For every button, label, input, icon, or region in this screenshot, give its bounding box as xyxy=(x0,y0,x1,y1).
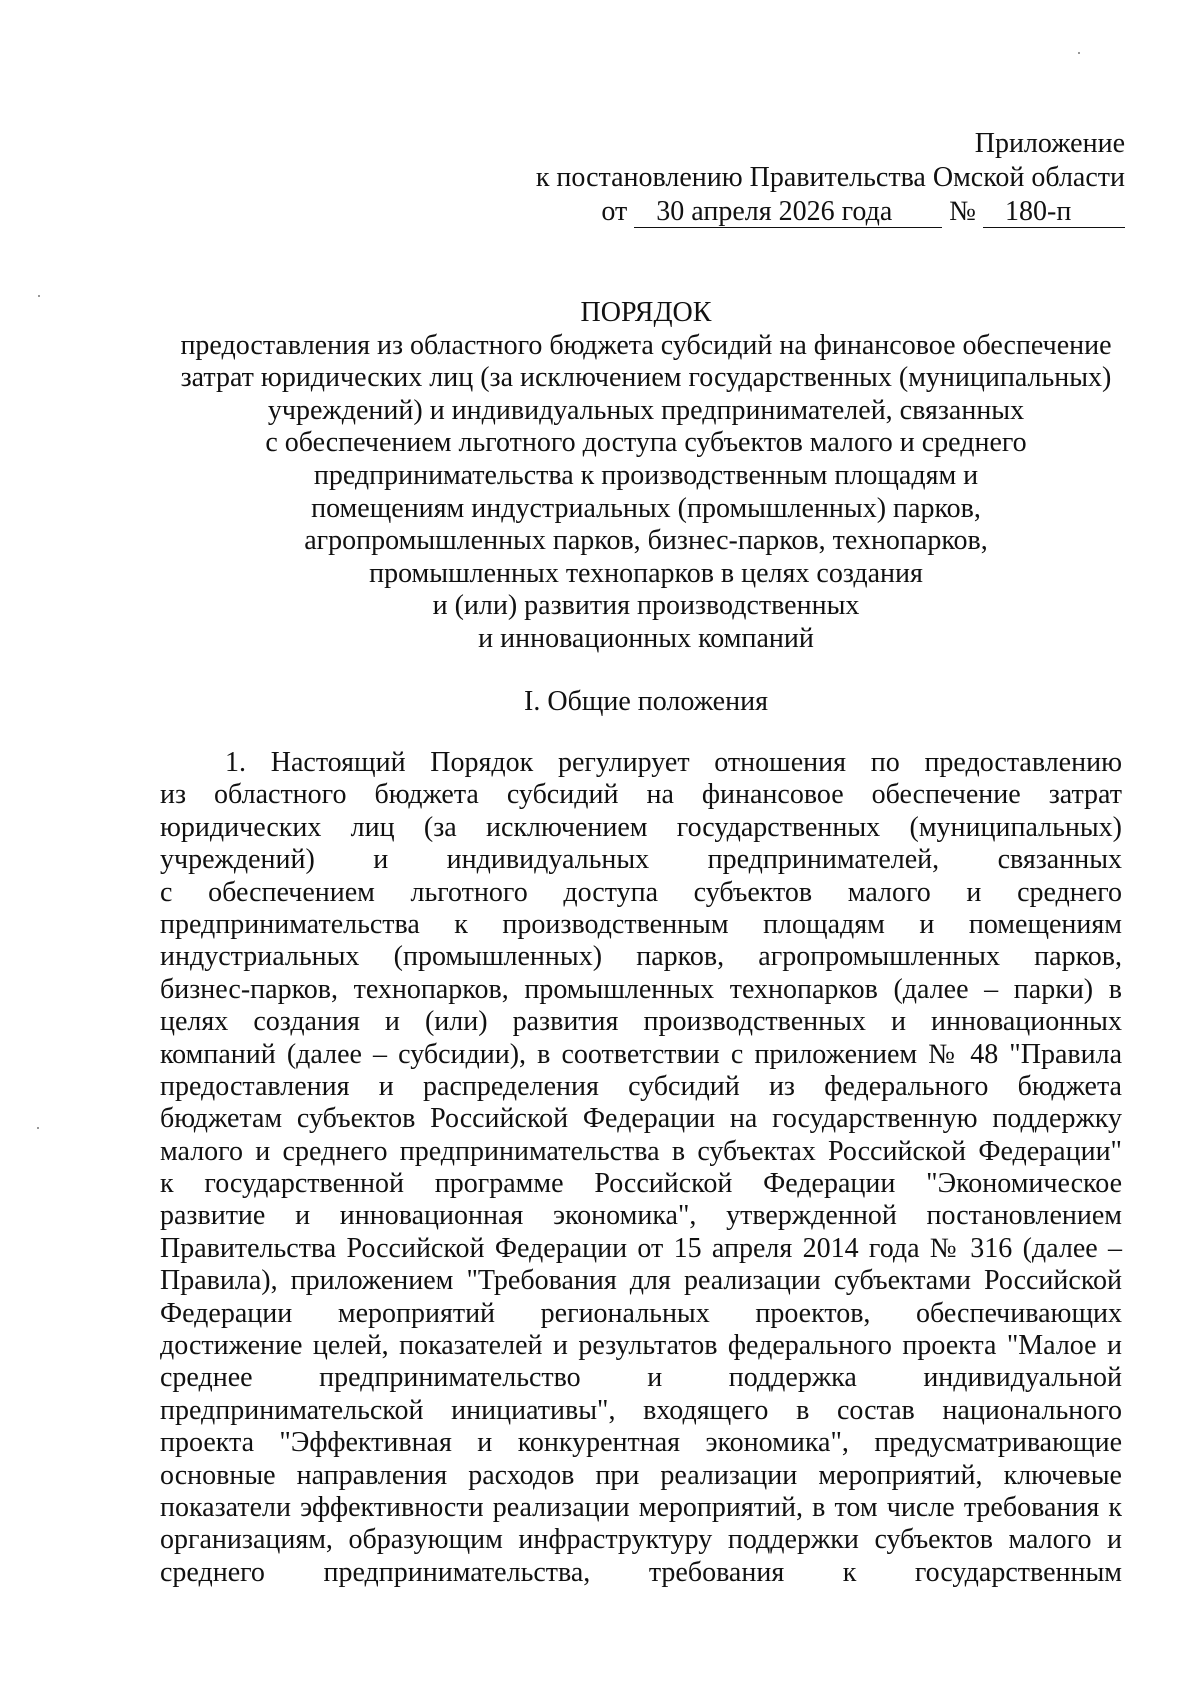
paragraph-line: с обеспечением льготного доступа субъектов малого и среднего xyxy=(160,876,1122,908)
subtitle-line: и инновационных компаний xyxy=(478,622,814,654)
date-prefix: от xyxy=(601,196,628,227)
scan-speck xyxy=(37,1127,39,1129)
resolution-date-line xyxy=(536,195,1125,229)
paragraph-line: индустриальных (промышленных) парков, агропромышленных парков, xyxy=(160,941,1122,973)
subtitle-line: с обеспечением льготного доступа субъектов малого и среднего xyxy=(265,427,1027,459)
paragraph-line: основные направления расходов при реализации мероприятий, ключевые xyxy=(160,1459,1122,1491)
subtitle-line: промышленных технопарков в целях создания xyxy=(369,557,923,589)
paragraph-line: Правила), приложением "Требования для реализации субъектами Российской xyxy=(160,1265,1122,1297)
document-title xyxy=(160,297,1132,656)
paragraph-line: из областного бюджета субсидий на финансовое обеспечение затрат xyxy=(160,779,1122,811)
paragraph-line: предпринимательства к производственным площадям и помещениям xyxy=(160,908,1122,940)
subtitle-line: предпринимательства к производственным площадям и xyxy=(313,459,979,491)
paragraph-line: предпринимательской инициативы", входящего в состав национального xyxy=(160,1394,1122,1426)
subtitle-line: затрат юридических лиц (за исключением государственных (муниципальных) xyxy=(180,362,1112,394)
paragraph-line: бюджетам субъектов Российской Федерации на государственную поддержку xyxy=(160,1103,1122,1135)
paragraph-line: малого и среднего предпринимательства в субъектах Российской Федерации" xyxy=(160,1135,1122,1167)
scan-speck xyxy=(1078,52,1080,54)
paragraph-line: бизнес-парков, технопарков, промышленных технопарков (далее – парки) в xyxy=(160,973,1122,1005)
appendix-header xyxy=(536,127,1125,229)
number-prefix: № xyxy=(949,196,976,227)
subtitle-line: и (или) развития производственных xyxy=(432,590,860,622)
paragraph-line: учреждений) и индивидуальных предпринимателей, связанных xyxy=(160,844,1122,876)
resolution-reference: к постановлению Правительства Омской области xyxy=(535,162,1125,193)
subtitle-line: агропромышленных парков, бизнес-парков, технопарков, xyxy=(304,525,988,557)
paragraph-1 xyxy=(160,747,1122,1589)
paragraph-line: проекта "Эффективная и конкурентная экономика", предусматривающие xyxy=(160,1427,1122,1459)
resolution-number: 180-п xyxy=(983,197,1125,228)
paragraph-line: целях создания и (или) развития производственных и инновационных xyxy=(160,1006,1122,1038)
subtitle-line: учреждений) и индивидуальных предпринимателей, связанных xyxy=(267,394,1025,426)
paragraph-line: юридических лиц (за исключением государственных (муниципальных) xyxy=(160,811,1122,843)
paragraph-line: среднее предпринимательство и поддержка индивидуальной xyxy=(160,1362,1122,1394)
section-heading: I. Общие положения xyxy=(524,686,768,717)
paragraph-line: достижение целей, показателей и результатов федерального проекта "Малое и xyxy=(160,1330,1122,1362)
paragraph-line: к государственной программе Российской Федерации "Экономическое xyxy=(160,1168,1122,1200)
appendix-label: Приложение xyxy=(974,128,1125,159)
paragraph-line: среднего предпринимательства, требования к государственным xyxy=(160,1556,1122,1588)
paragraph-line: Правительства Российской Федерации от 15 апреля 2014 года № 316 (далее – xyxy=(160,1232,1122,1264)
paragraph-line: предоставления и распределения субсидий из федерального бюджета xyxy=(160,1070,1122,1102)
paragraph-line: организациям, образующим инфраструктуру поддержки субъектов малого и xyxy=(160,1524,1122,1556)
resolution-date: 30 апреля 2026 года xyxy=(634,197,942,228)
paragraph-line: компаний (далее – субсидии), в соответствии с приложением № 48 "Правила xyxy=(160,1038,1122,1070)
title-heading: ПОРЯДОК xyxy=(580,297,712,328)
paragraph-line: показатели эффективности реализации мероприятий, в том числе требования к xyxy=(160,1491,1122,1523)
subtitle-line: помещениям индустриальных (промышленных) парков, xyxy=(311,492,981,524)
paragraph-line: развитие и инновационная экономика", утвержденной постановлением xyxy=(160,1200,1122,1232)
paragraph-line: 1. Настоящий Порядок регулирует отношения по предоставлению xyxy=(225,747,1122,778)
scan-speck xyxy=(38,295,40,297)
subtitle-line: предоставления из областного бюджета субсидий на финансовое обеспечение xyxy=(180,329,1112,361)
paragraph-line: Федерации мероприятий региональных проектов, обеспечивающих xyxy=(160,1297,1122,1329)
